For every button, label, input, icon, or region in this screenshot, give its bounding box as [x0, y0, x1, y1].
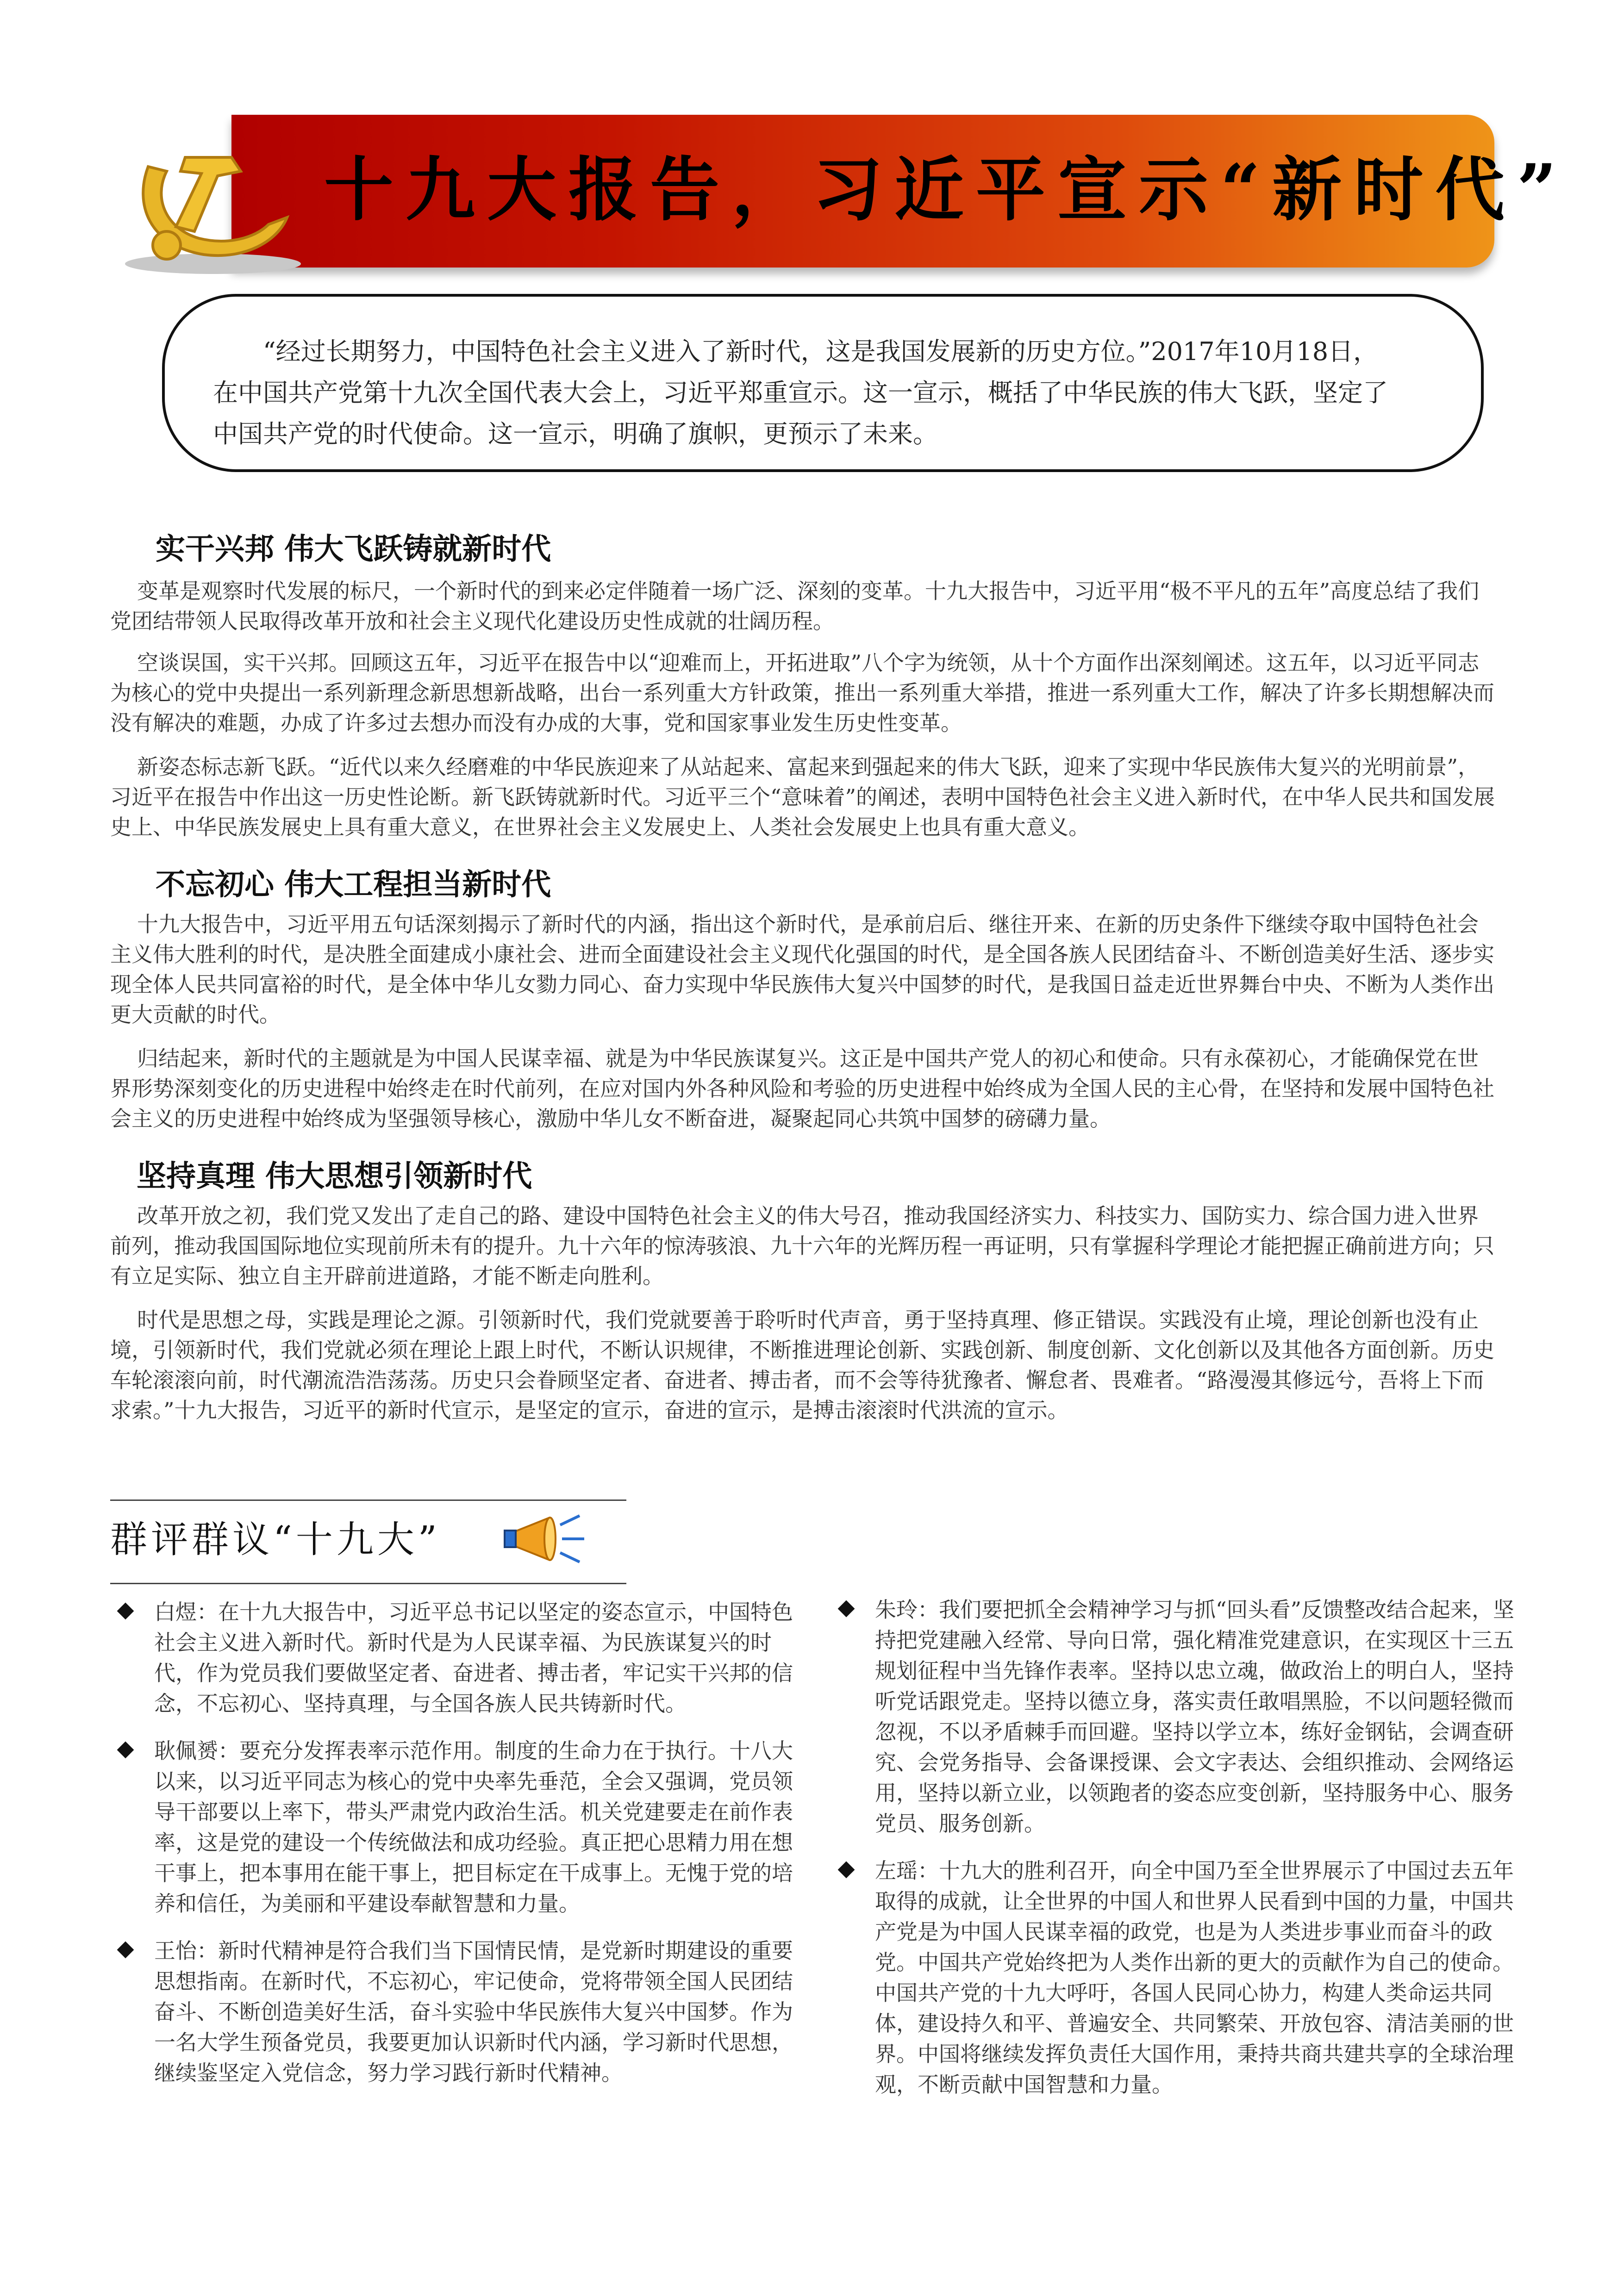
diamond-bullet-icon: [117, 1603, 134, 1620]
list-item: 耿佩赟：要充分发挥表率示范作用。制度的生命力在于执行。十八大以来，以习近平同志为核心的党中央率先垂范，全会又强调，党员领导干部要以上率下，带头严肃党内政治生活。机关党建要走在前作表率，这是党的建设一个传统做法和成功经验。真正把心思精力用在想干事上，把本事用在能干事上，把目标定在干成事上。无愧于党的培养和信任，为美丽和平建设奉献智慧和力量。: [112, 1736, 802, 1919]
comments-title: 群评群议“十九大”: [110, 1518, 441, 1561]
section1-paragraph-1: 变革是观察时代发展的标尺，一个新时代的到来必定伴随着一场广泛、深刻的变革。十九大报告中，习近平用“极不平凡的五年”高度总结了我们党团结带领人民取得改革开放和社会主义现代化建设历史性成就的壮阔历程。: [110, 579, 1480, 634]
section1-paragraph-3: 新姿态标志新飞跃。“近代以来久经磨难的中华民族迎来了从站起来、富起来到强起来的伟大飞跃，迎来了实现中华民族伟大复兴的光明前景”，习近平在报告中作出这一历史性论断。新飞跃铸就新时代。习近平三个“意味着”的阐述，表明中国特色社会主义进入新时代，在中华人民共和国发展史上、中华民族发展史上具有重大意义，在世界社会主义发展史上、人类社会发展史上也具有重大意义。: [110, 754, 1495, 840]
list-item: 白煜：在十九大报告中，习近平总书记以坚定的姿态宣示，中国特色社会主义进入新时代。新时代是为人民谋幸福、为民族谋复兴的时代，作为党员我们要做坚定者、奋进者、搏击者，牢记实干兴邦的信念，不忘初心、坚持真理，与全国各族人民共铸新时代。: [112, 1597, 802, 1719]
diamond-bullet-icon: [838, 1861, 855, 1879]
comments-bottom-rule: [110, 1583, 626, 1584]
section3-paragraph-2: 时代是思想之母，实践是理论之源。引领新时代，我们党就要善于聆听时代声音，勇于坚持真理、修正错误。实践没有止境，理论创新也没有止境，引领新时代，我们党就必须在理论上跟上时代，不断认识规律，不断推进理论创新、实践创新、制度创新、文化创新以及其他各方面创新。历史车轮滚滚向前，时代潮流浩浩荡荡。历史只会眷顾坚定者、奋进者、搏击者，而不会等待犹豫者、懈怠者、畏难者。“路漫漫其修远兮，吾将上下而求索。”十九大报告，习近平的新时代宣示，是坚定的宣示，奋进的宣示，是搏击滚滚时代洪流的宣示。: [110, 1307, 1494, 1423]
list-item: 王怡：新时代精神是符合我们当下国情民情，是党新时期建设的重要思想指南。在新时代，不忘初心，牢记使命，党将带领全国人民团结奋斗、不断创造美好生活，奋斗实验中华民族伟大复兴中国梦。作为一名大学生预备党员，我要更加认识新时代内涵，学习新时代思想，继续鉴坚定入党信念，努力学习践行新时代精神。: [112, 1935, 802, 2088]
page-title: 十九大报告，习近平宣示“新时代”: [324, 149, 1569, 230]
megaphone-icon: [500, 1506, 588, 1571]
party-emblem-icon: [116, 139, 310, 278]
section1-paragraph-2: 空谈误国，实干兴邦。回顾这五年，习近平在报告中以“迎难而上，开拓进取”八个字为统领，从十个方面作出深刻阐述。这五年，以习近平同志为核心的党中央提出一系列新理念新思想新战略，出台一系列重大方针政策，推出一系列重大举措，推进一系列重大工作，解决了许多长期想解决而没有解决的难题，办成了许多过去想办而没有办成的大事，党和国家事业发生历史性变革。: [110, 650, 1494, 735]
list-item: 左瑶：十九大的胜利召开，向全中国乃至全世界展示了中国过去五年取得的成就，让全世界的中国人和世界人民看到中国的力量，中国共产党是为中国人民谋幸福的政党，也是为人类进步事业而奋斗的政党。中国共产党始终把为人类作出新的更大的贡献作为自己的使命。中国共产党的十九大呼吁，各国人民同心协力，构建人类命运共同体，建设持久和平、普遍安全、共同繁荣、开放包容、清洁美丽的世界。中国将继续发挥负责任大国作用，秉持共商共建共享的全球治理观，不断贡献中国智慧和力量。: [833, 1855, 1523, 2100]
section-heading-1: 实干兴邦 伟大飞跃铸就新时代: [156, 532, 551, 566]
section2-paragraph-2: 归结起来，新时代的主题就是为中国人民谋幸福、就是为中华民族谋复兴。这正是中国共产党人的初心和使命。只有永葆初心，才能确保党在世界形势深刻变化的历史进程中始终走在时代前列，在应对国内外各种风险和考验的历史进程中始终成为全国人民的主心骨，在坚持和发展中国特色社会主义的历史进程中始终成为坚强领导核心，激励中华儿女不断奋进，凝聚起同心共筑中国梦的磅礴力量。: [110, 1046, 1494, 1131]
section-heading-3: 坚持真理 伟大思想引领新时代: [137, 1159, 532, 1194]
intro-paragraph: “经过长期努力，中国特色社会主义进入了新时代，这是我国发展新的历史方位。”2017年10月18日，在中国共产党第十九次全国代表大会上，习近平郑重宣示。这一宣示，概括了中华民族的伟大飞跃，坚定了中国共产党的时代使命。这一宣示，明确了旗帜，更预示了未来。: [213, 337, 1388, 448]
diamond-bullet-icon: [117, 1742, 134, 1759]
list-item: 朱玲：我们要把抓全会精神学习与抓“回头看”反馈整改结合起来，坚持把党建融入经常、导向日常，强化精准党建意识，在实现区十三五规划征程中当先锋作表率。坚持以忠立魂，做政治上的明白人，坚持听党话跟党走。坚持以德立身，落实责任敢唱黑脸，不以问题轻微而忽视，不以矛盾棘手而回避。坚持以学立本，练好金钢钻，会调查研究、会党务指导、会备课授课、会文字表达、会组织推动、会网络运用，坚持以新立业，以领跑者的姿态应变创新，坚持服务中心、服务党员、服务创新。: [833, 1594, 1523, 1839]
section3-paragraph-1: 改革开放之初，我们党又发出了走自己的路、建设中国特色社会主义的伟大号召，推动我国经济实力、科技实力、国防实力、综合国力进入世界前列，推动我国国际地位实现前所未有的提升。九十六年的惊涛骇浪、九十六年的光辉历程一再证明，只有掌握科学理论才能把握正确前进方向；只有立足实际、独立自主开辟前进道路，才能不断走向胜利。: [110, 1203, 1494, 1288]
section2-paragraph-1: 十九大报告中，习近平用五句话深刻揭示了新时代的内涵，指出这个新时代，是承前启后、继往开来、在新的历史条件下继续夺取中国特色社会主义伟大胜利的时代，是决胜全面建成小康社会、进而全面建设社会主义现代化强国的时代，是全国各族人民团结奋斗、不断创造美好生活、逐步实现全体人民共同富裕的时代，是全体中华儿女勠力同心、奋力实现中华民族伟大复兴中国梦的时代，是我国日益走近世界舞台中央、不断为人类作出更大贡献的时代。: [110, 912, 1494, 1027]
section-heading-2: 不忘初心 伟大工程担当新时代: [156, 868, 551, 902]
diamond-bullet-icon: [838, 1600, 855, 1618]
comments-top-rule: [110, 1500, 626, 1501]
comments-right-column: [833, 1594, 1523, 2116]
comments-left-column: [112, 1597, 802, 2105]
diamond-bullet-icon: [117, 1941, 134, 1959]
